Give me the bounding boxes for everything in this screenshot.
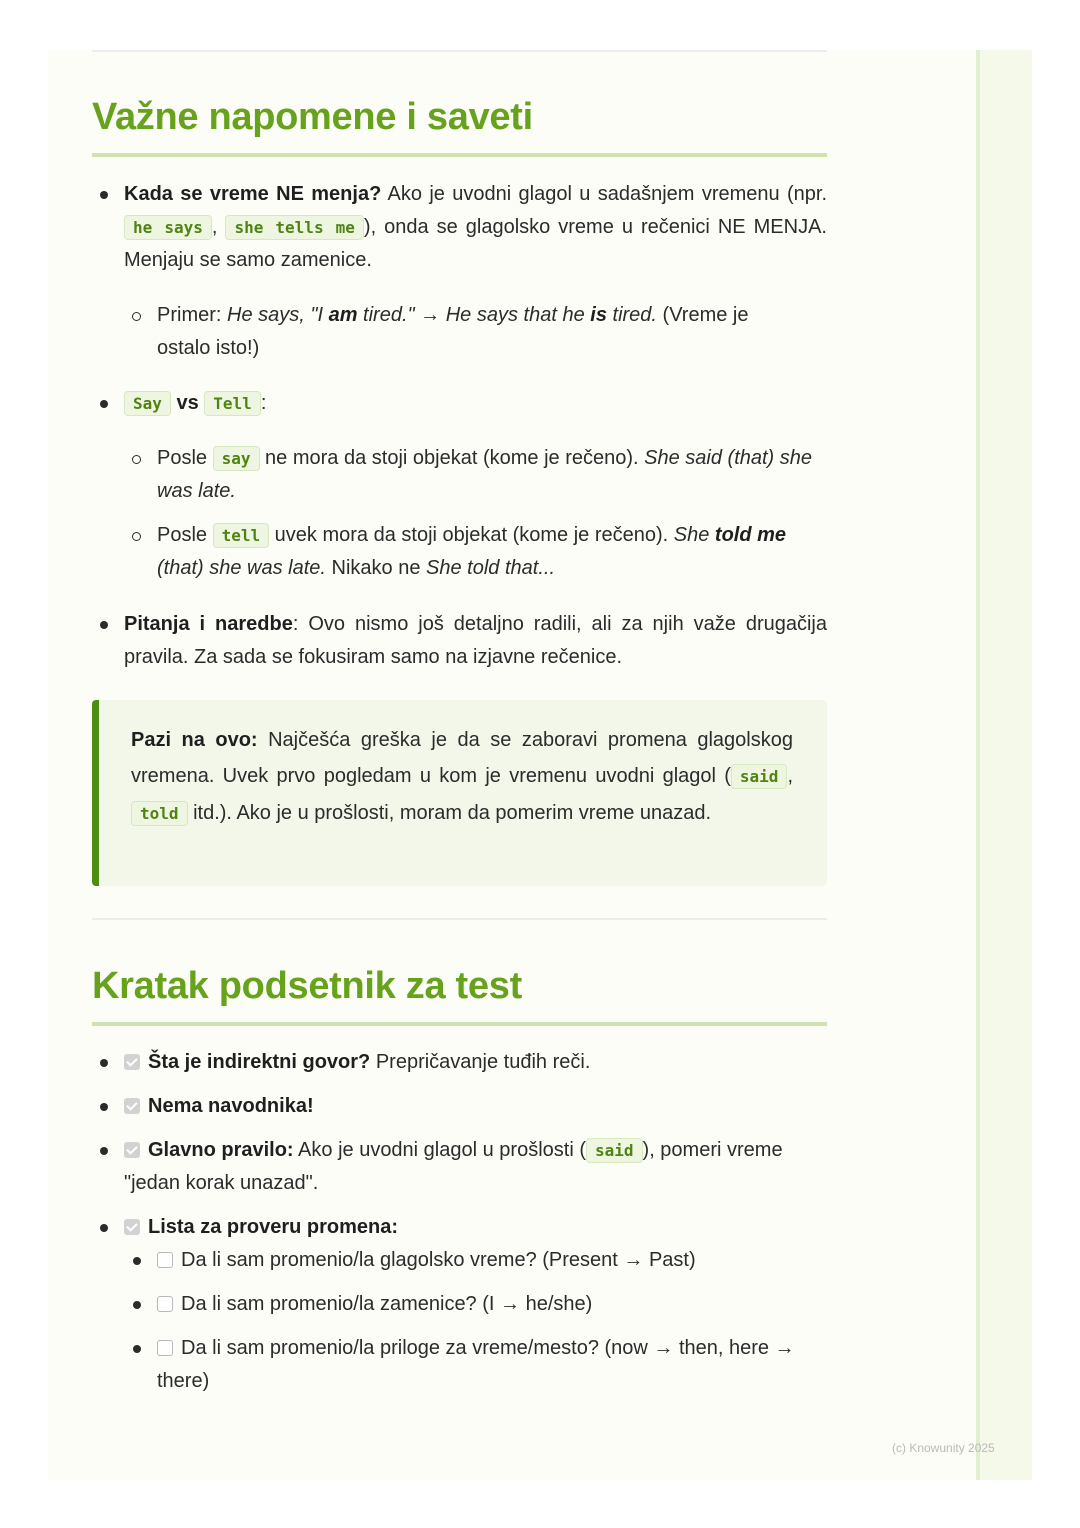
checklist-item: Lista za proveru promena:	[124, 1211, 827, 1244]
bullet	[133, 1345, 141, 1353]
sub-item-tell: Posle tell uvek mora da stoji objekat (kome je rečeno). She told me (that) she was late. Nikako ne She told that...	[157, 524, 787, 579]
code-said-reminder: said	[586, 1138, 643, 1163]
side-strip	[976, 50, 1032, 1480]
bullet	[133, 1257, 141, 1265]
sub-bullet	[132, 455, 141, 464]
list-item-tense-unchanged: Kada se vreme NE menja? Ako je uvodni glagol u sadašnjem vremenu (npr. he says , she tells me ), onda se glagolsko vreme u rečenici NE MENJA. Menjaju se samo zamenice.	[124, 183, 827, 271]
bullet	[100, 1147, 108, 1155]
list-item-say-vs-tell: Say vs Tell :	[124, 387, 827, 420]
top-divider	[92, 50, 827, 52]
bullet	[100, 191, 108, 199]
bullet	[100, 400, 108, 408]
checklist-item: Glavno pravilo: Ako je uvodni glagol u prošlosti ( said ), pomeri vreme "jedan korak unazad".	[124, 1139, 783, 1194]
bullet	[100, 621, 108, 629]
bullet	[133, 1301, 141, 1309]
bullet	[100, 1059, 108, 1067]
checkbox-checked-icon[interactable]	[124, 1098, 140, 1114]
code-said: said	[731, 764, 788, 789]
checklist-subitem: Da li sam promenio/la priloge za vreme/mesto? (now → then, here → there)	[157, 1337, 795, 1392]
code-tell: Tell	[204, 391, 261, 416]
checkbox-empty-icon[interactable]	[157, 1340, 173, 1356]
checkbox-checked-icon[interactable]	[124, 1142, 140, 1158]
checklist-item: Šta je indirektni govor? Prepričavanje tuđih reči.	[124, 1046, 827, 1079]
code-say-lower: say	[213, 446, 260, 471]
sub-bullet	[132, 312, 141, 321]
list-item-questions: Pitanja i naredbe: Ovo nismo još detaljno radili, ali za njih važe drugačija pravila. Za sada se fokusiram samo na izjavne rečenice.	[124, 613, 827, 668]
checklist-item: Nema navodnika!	[124, 1090, 827, 1123]
sub-bullet	[132, 532, 141, 541]
checkbox-checked-icon[interactable]	[124, 1054, 140, 1070]
callout-text: Pazi na ovo: Najčešća greška je da se zaboravi promena glagolskog vremena. Uvek prvo pogledam u kom je vremenu uvodni glagol ( said , told itd.). Ako je u prošlosti, moram da pomerim vreme unazad.	[131, 729, 793, 824]
code-she-tells-me: she tells me	[225, 215, 363, 240]
section-divider	[92, 918, 827, 920]
checklist-subitem: Da li sam promenio/la zamenice? (I → he/she)	[157, 1288, 827, 1321]
bullet	[100, 1224, 108, 1232]
checkbox-empty-icon[interactable]	[157, 1296, 173, 1312]
checkbox-empty-icon[interactable]	[157, 1252, 173, 1268]
section-title-tips: Važne napomene i saveti	[92, 96, 827, 157]
code-say: Say	[124, 391, 171, 416]
item-bold: Kada se vreme NE menja?	[124, 183, 382, 205]
checklist-subitem: Da li sam promenio/la glagolsko vreme? (Present → Past)	[157, 1244, 827, 1277]
sub-item-say: Posle say ne mora da stoji objekat (kome je rečeno). She said (that) she was late.	[157, 447, 813, 502]
code-tell-lower: tell	[213, 523, 270, 548]
code-told: told	[131, 801, 188, 826]
callout-warning	[92, 700, 827, 886]
sub-item-example: Primer: He says, "I am tired." → He says that he is tired. (Vreme je ostalo isto!)	[157, 304, 749, 359]
bullet	[100, 1103, 108, 1111]
code-he-says: he says	[124, 215, 212, 240]
section-title-reminder: Kratak podsetnik za test	[92, 965, 827, 1026]
footer-copyright: (c) Knowunity 2025	[892, 1441, 995, 1455]
checkbox-checked-icon[interactable]	[124, 1219, 140, 1235]
